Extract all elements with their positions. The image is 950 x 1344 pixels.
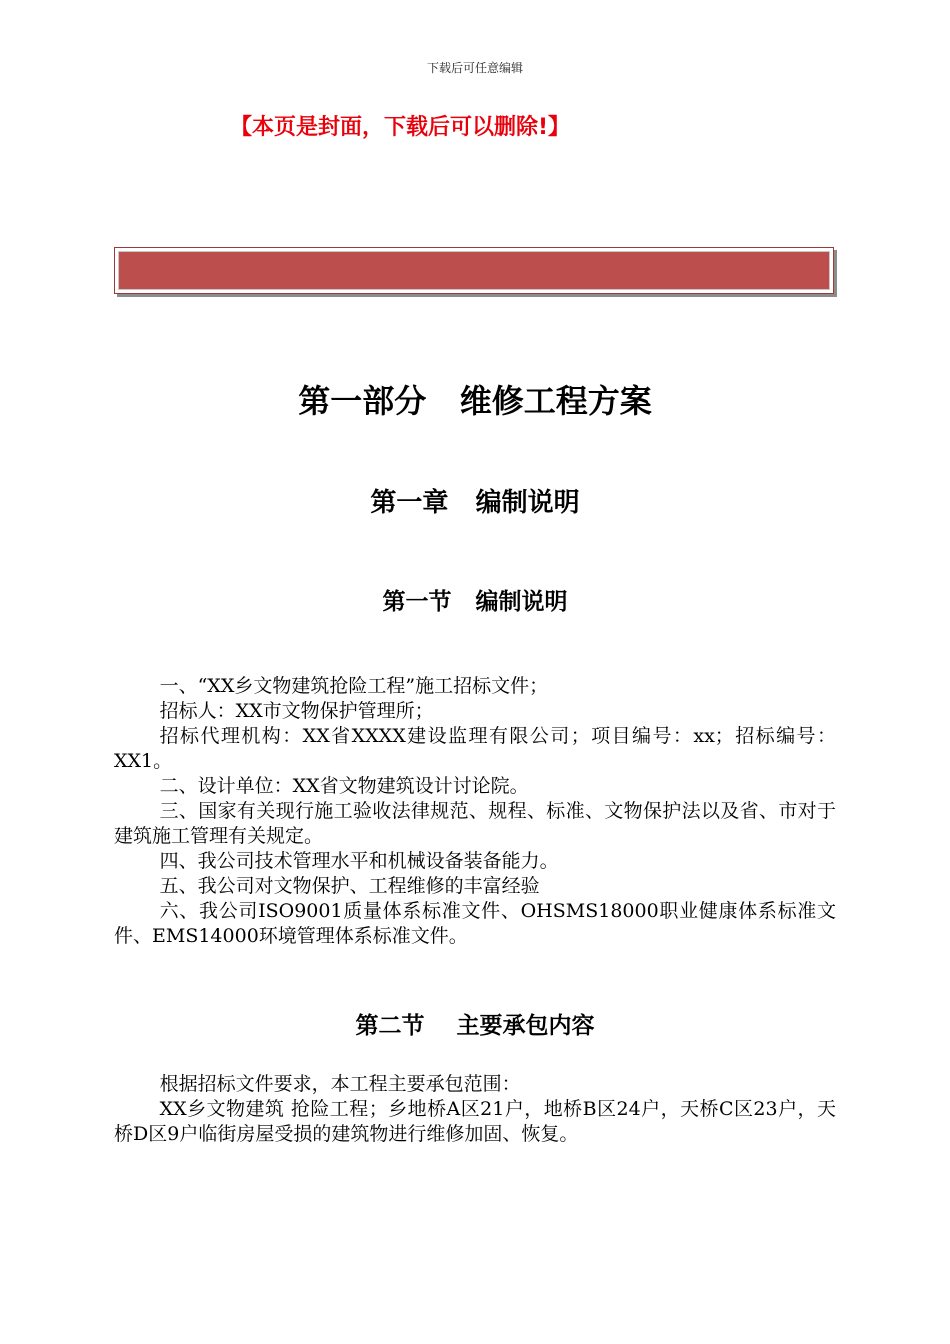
section-1-title: 第一节 编制说明 — [382, 589, 568, 615]
section-1-body — [114, 674, 836, 949]
cover-delete-notice: 【本页是封面，下载后可以删除!】 — [230, 115, 571, 140]
decorative-banner — [114, 247, 834, 294]
page-header-note: 下载后可任意编辑 — [426, 61, 523, 75]
section-1-paragraph: 三、国家有关现行施工验收法律规范、规程、标准、文物保护法以及省、市对于建筑施工管理有关规定。 — [114, 800, 836, 847]
section-1-paragraph: 招标人：XX市文物保护管理所； — [159, 700, 434, 722]
section-2-body — [114, 1072, 836, 1147]
section-1-paragraph: 招标代理机构：XX省XXXX建设监理有限公司；项目编号：xx；招标编号：XX1。 — [114, 725, 836, 772]
section-2-paragraph: 根据招标文件要求，本工程主要承包范围： — [159, 1073, 521, 1095]
section-1-paragraph: 五、我公司对文物保护、工程维修的丰富经验 — [159, 875, 540, 897]
section-1-paragraph: 二、设计单位：XX省文物建筑设计讨论院。 — [159, 775, 529, 797]
part-title: 第一部分 维修工程方案 — [298, 382, 652, 420]
chapter-title: 第一章 编制说明 — [370, 488, 580, 518]
section-1-paragraph: 六、我公司ISO9001质量体系标准文件、OHSMS18000职业健康体系标准文件、EMS14000环境管理体系标准文件。 — [114, 900, 836, 947]
section-2-paragraph: XX乡文物建筑 抢险工程；乡地桥A区21户，地桥B区24户，天桥C区23户，天桥D区9户临街房屋受损的建筑物进行维修加固、恢复。 — [114, 1098, 836, 1145]
section-1-paragraph: 一、“XX乡文物建筑抢险工程”施工招标文件； — [159, 675, 549, 697]
section-2-title: 第二节 主要承包内容 — [355, 1013, 595, 1039]
section-1-paragraph: 四、我公司技术管理水平和机械设备装备能力。 — [159, 850, 559, 872]
